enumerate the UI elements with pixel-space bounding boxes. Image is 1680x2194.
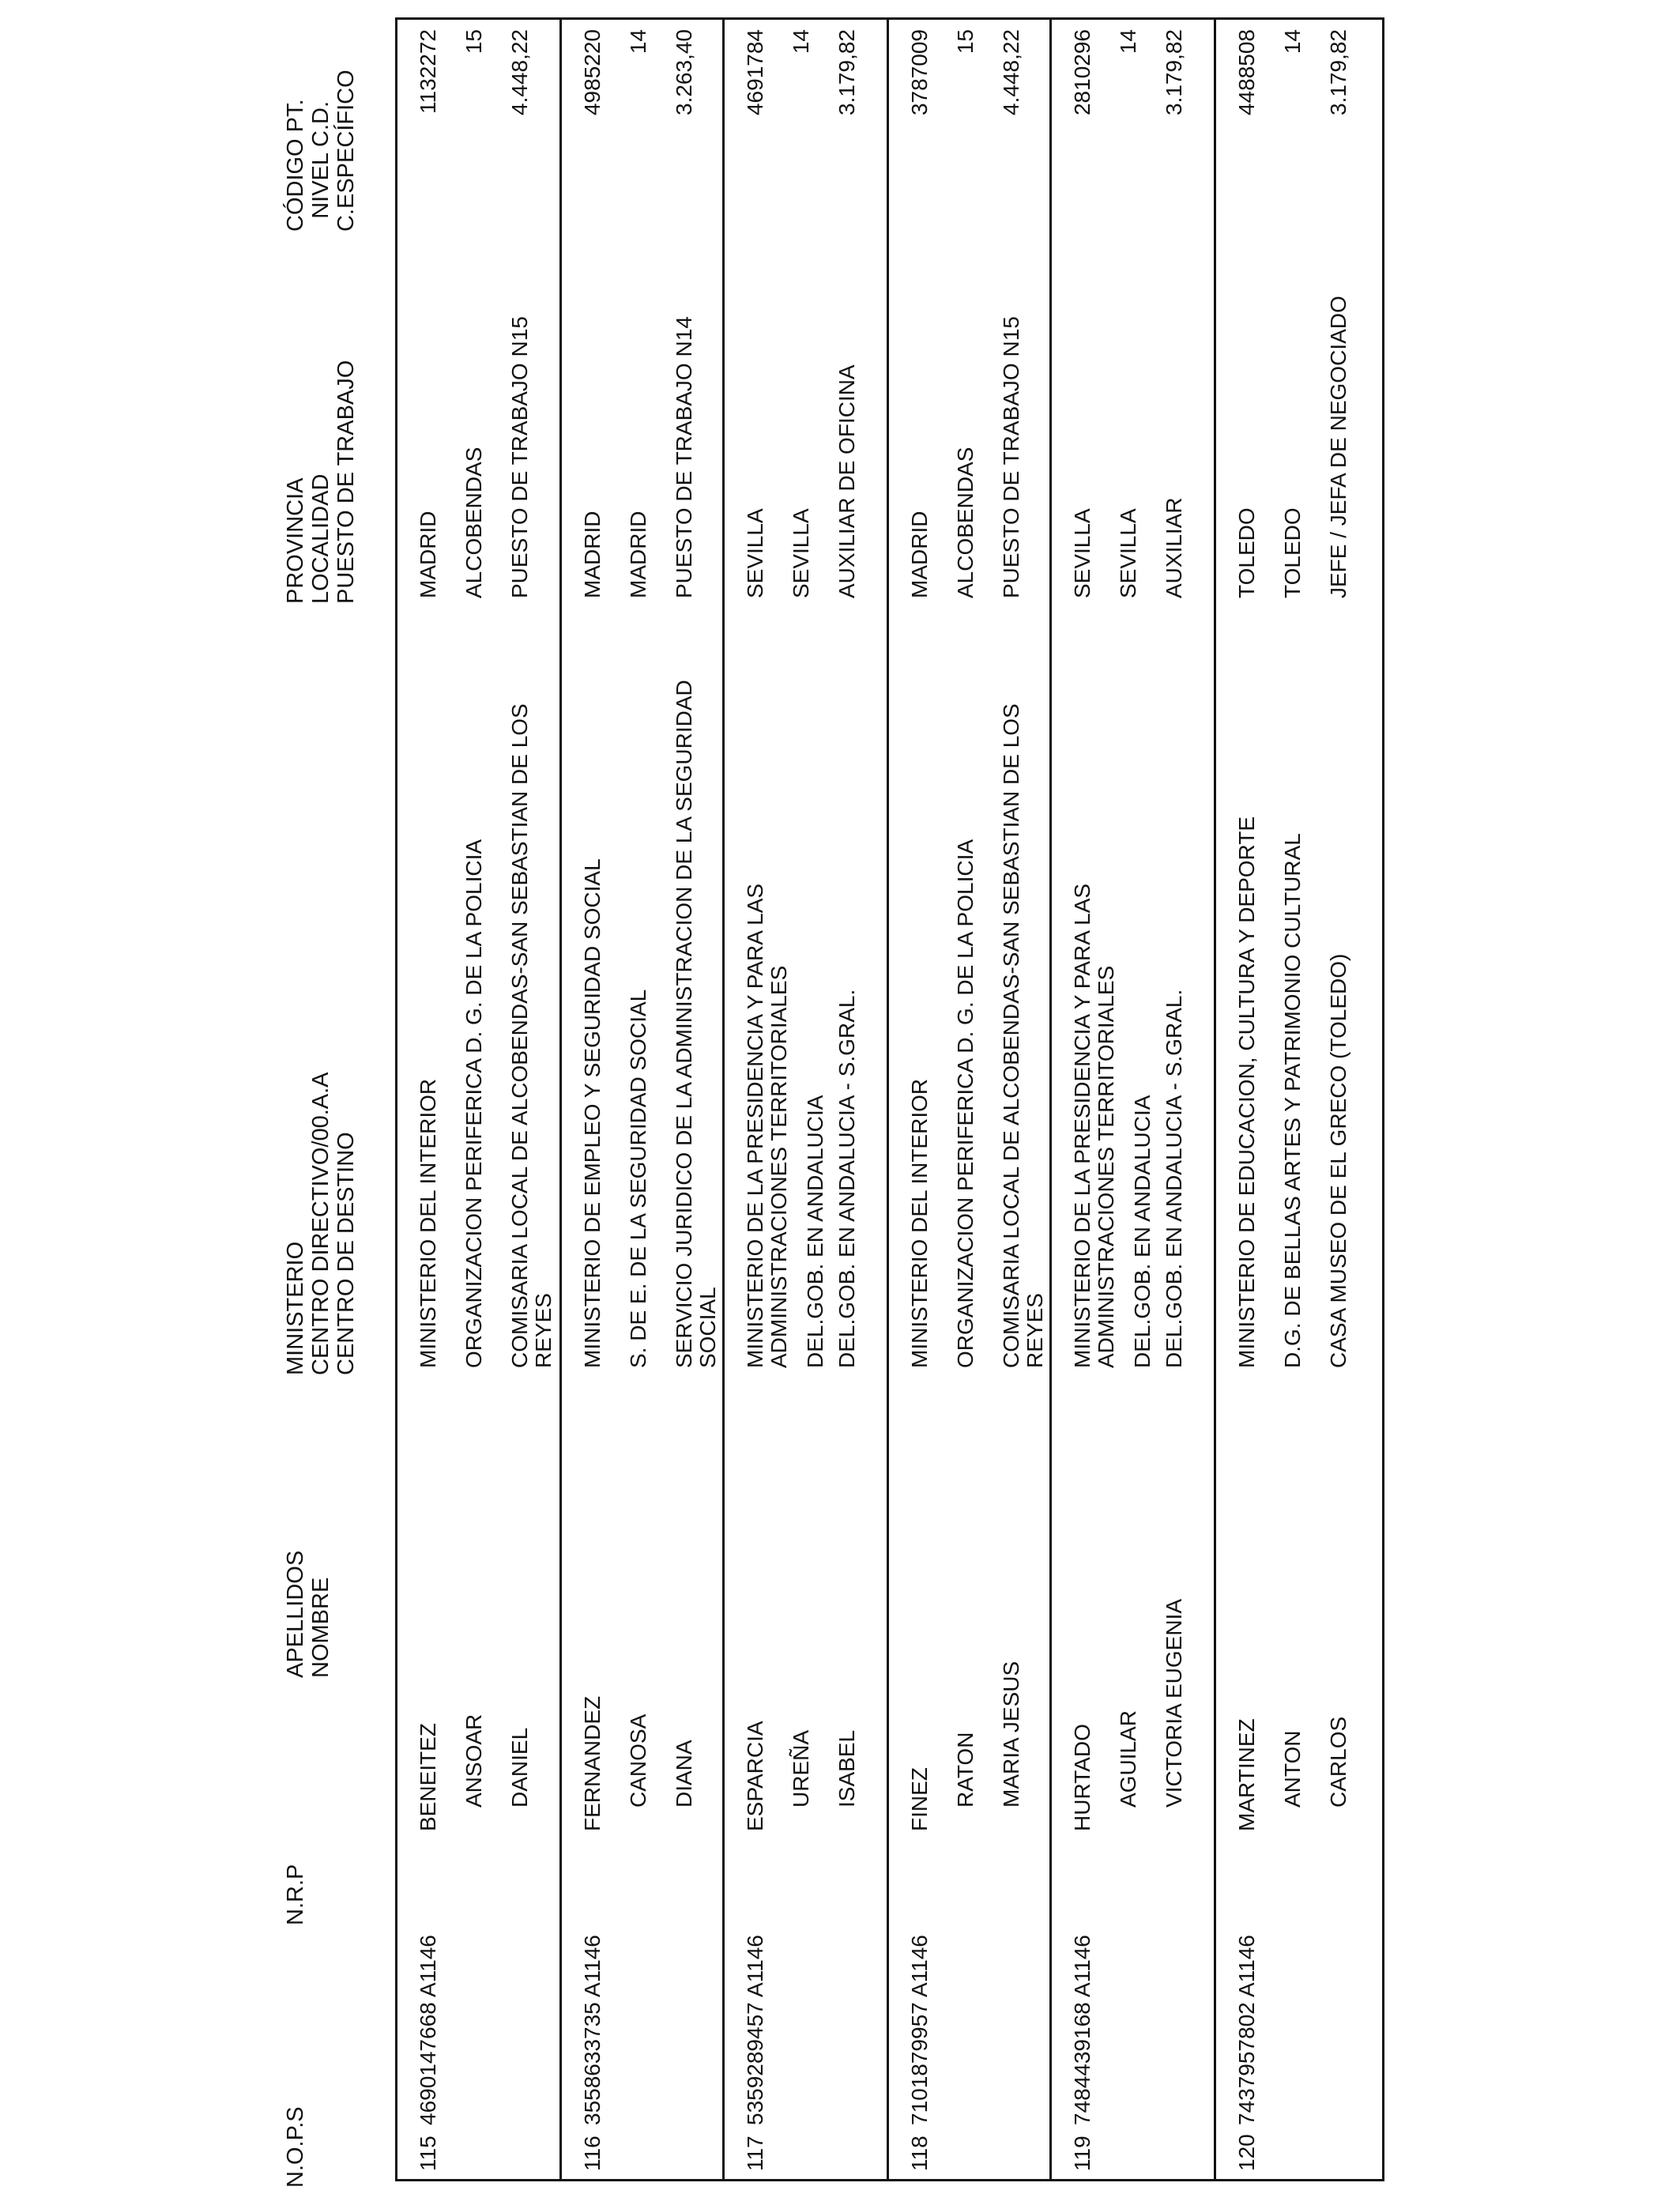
record-apellido2: AGUILAR [1116, 1710, 1140, 1808]
record-localidad: SEVILLA [1116, 508, 1140, 598]
record-nrp: 5359289457 A1146 [743, 1935, 767, 2125]
record-nivel: 14 [1280, 29, 1305, 55]
record-number: 116 [580, 2136, 605, 2171]
record-number: 119 [1070, 2136, 1094, 2171]
record-centro-destino: COMISARIA LOCAL DE ALCOBENDAS-SAN SEBASTIAN DE LOS REYES [507, 703, 556, 1368]
record-localidad: ALCOBENDAS [461, 447, 486, 598]
record-ministerio: MINISTERIO DEL INTERIOR [907, 1078, 932, 1368]
record-centro-directivo: ORGANIZACION PERIFERICA D. G. DE LA POLICIA [461, 839, 486, 1368]
record-puesto: JEFE / JEFA DE NEGOCIADO [1326, 296, 1350, 598]
table-row [562, 20, 725, 2179]
record-number: 115 [416, 2136, 440, 2171]
table-row [1052, 20, 1216, 2179]
record-nrp: 3558633735 A1146 [580, 1935, 605, 2125]
record-codigo: 1132272 [416, 29, 440, 114]
record-ministerio: MINISTERIO DE EDUCACION, CULTURA Y DEPORTE [1234, 816, 1259, 1368]
record-nombre: DANIEL [507, 1727, 532, 1808]
record-nombre: DIANA [672, 1740, 696, 1808]
record-apellido1: BENEITEZ [416, 1723, 440, 1831]
record-centro-directivo: S. DE E. DE LA SEGURIDAD SOCIAL [626, 989, 650, 1368]
record-centro-directivo: DEL.GOB. EN ANDALUCIA [803, 1095, 827, 1368]
record-especifico: 4.448,22 [507, 29, 532, 115]
record-ministerio: MINISTERIO DE EMPLEO Y SEGURIDAD SOCIAL [580, 858, 605, 1368]
record-apellido2: ANSOAR [461, 1713, 486, 1808]
record-apellido2: UREÑA [789, 1729, 813, 1808]
record-puesto: PUESTO DE TRABAJO N14 [672, 316, 696, 598]
record-localidad: ALCOBENDAS [953, 447, 977, 598]
record-nrp: 7101879957 A1146 [907, 1935, 932, 2125]
record-especifico: 3.263,40 [672, 29, 696, 115]
record-apellido1: HURTADO [1070, 1724, 1094, 1831]
record-centro-directivo: DEL.GOB. EN ANDALUCIA [1130, 1095, 1155, 1368]
header-provincia: PROVINCIA LOCALIDAD PUESTO DE TRABAJO [283, 360, 359, 604]
table-row [725, 20, 889, 2179]
record-puesto: AUXILIAR [1162, 497, 1186, 598]
record-apellido1: FINEZ [907, 1767, 932, 1831]
record-provincia: MADRID [907, 511, 932, 598]
record-especifico: 3.179,82 [834, 29, 859, 115]
table-row [889, 20, 1052, 2179]
record-centro-destino: CASA MUSEO DE EL GRECO (TOLEDO) [1326, 953, 1350, 1368]
record-number: 117 [743, 2136, 767, 2171]
header-codigo: CÓDIGO PT. NIVEL C.D. C.ESPECÍFICO [283, 70, 359, 232]
record-nrp: 7484439168 A1146 [1070, 1935, 1094, 2125]
record-centro-directivo: ORGANIZACION PERIFERICA D. G. DE LA POLICIA [953, 839, 977, 1368]
record-provincia: MADRID [580, 511, 605, 598]
record-apellido1: FERNANDEZ [580, 1695, 605, 1831]
record-nombre: ISABEL [834, 1729, 859, 1808]
record-number: 120 [1234, 2134, 1259, 2171]
record-localidad: SEVILLA [789, 508, 813, 598]
record-centro-destino: COMISARIA LOCAL DE ALCOBENDAS-SAN SEBASTIAN DE LOS REYES [999, 703, 1047, 1368]
record-apellido1: ESPARCIA [743, 1721, 767, 1831]
record-puesto: AUXILIAR DE OFICINA [834, 364, 859, 598]
record-codigo: 4488508 [1234, 29, 1259, 116]
record-provincia: TOLEDO [1234, 507, 1259, 598]
record-puesto: PUESTO DE TRABAJO N15 [507, 316, 532, 598]
record-nrp: 4690147668 A1146 [416, 1935, 440, 2125]
header-nops: N.O.P.S [283, 2106, 308, 2188]
record-nrp: 7437957802 A1146 [1234, 1935, 1259, 2125]
header-apellidos-nombre: APELLIDOS NOMBRE [283, 1550, 333, 1678]
record-especifico: 3.179,82 [1326, 29, 1350, 115]
record-codigo: 3787009 [907, 29, 932, 116]
record-ministerio: MINISTERIO DE LA PRESIDENCIA Y PARA LAS ADMINISTRACIONES TERRITORIALES [1070, 883, 1118, 1368]
record-nivel: 14 [626, 29, 650, 55]
record-centro-directivo: D.G. DE BELLAS ARTES Y PATRIMONIO CULTURAL [1280, 833, 1305, 1368]
record-ministerio: MINISTERIO DE LA PRESIDENCIA Y PARA LAS ADMINISTRACIONES TERRITORIALES [743, 883, 791, 1368]
record-nombre: MARIA JESUS [999, 1661, 1023, 1808]
record-puesto: PUESTO DE TRABAJO N15 [999, 316, 1023, 598]
record-nivel: 14 [789, 29, 813, 55]
record-nivel: 15 [953, 29, 977, 55]
header-ministerio: MINISTERIO CENTRO DIRECTIVO/00.A.A CENTRO DE DESTINO [283, 1072, 359, 1375]
record-localidad: MADRID [626, 511, 650, 598]
record-centro-destino: DEL.GOB. EN ANDALUCIA - S.GRAL. [1162, 989, 1186, 1368]
header-nrp: N.R.P [283, 1864, 308, 1925]
record-apellido2: CANOSA [626, 1713, 650, 1808]
table-row [1216, 20, 1382, 2179]
record-provincia: SEVILLA [1070, 508, 1094, 598]
record-codigo: 2810296 [1070, 29, 1094, 116]
record-nivel: 14 [1116, 29, 1140, 55]
record-especifico: 3.179,82 [1162, 29, 1186, 115]
record-provincia: MADRID [416, 511, 440, 598]
record-provincia: SEVILLA [743, 508, 767, 598]
record-nombre: VICTORIA EUGENIA [1162, 1599, 1186, 1808]
record-ministerio: MINISTERIO DEL INTERIOR [416, 1078, 440, 1368]
record-nombre: CARLOS [1326, 1716, 1350, 1808]
record-apellido1: MARTINEZ [1234, 1718, 1259, 1831]
record-centro-destino: SERVICIO JURIDICO DE LA ADMINISTRACION DE LA SEGURIDAD SOCIAL [672, 680, 720, 1368]
record-nivel: 15 [461, 29, 486, 55]
table-row [397, 20, 562, 2179]
record-codigo: 4691784 [743, 29, 767, 116]
records-table [395, 17, 1384, 2181]
record-especifico: 4.448,22 [999, 29, 1023, 115]
record-codigo: 4985220 [580, 29, 605, 116]
record-centro-destino: DEL.GOB. EN ANDALUCIA - S.GRAL. [834, 989, 859, 1368]
record-apellido2: RATON [953, 1732, 977, 1808]
record-number: 118 [907, 2136, 932, 2171]
record-apellido2: ANTON [1280, 1730, 1305, 1808]
record-localidad: TOLEDO [1280, 507, 1305, 598]
